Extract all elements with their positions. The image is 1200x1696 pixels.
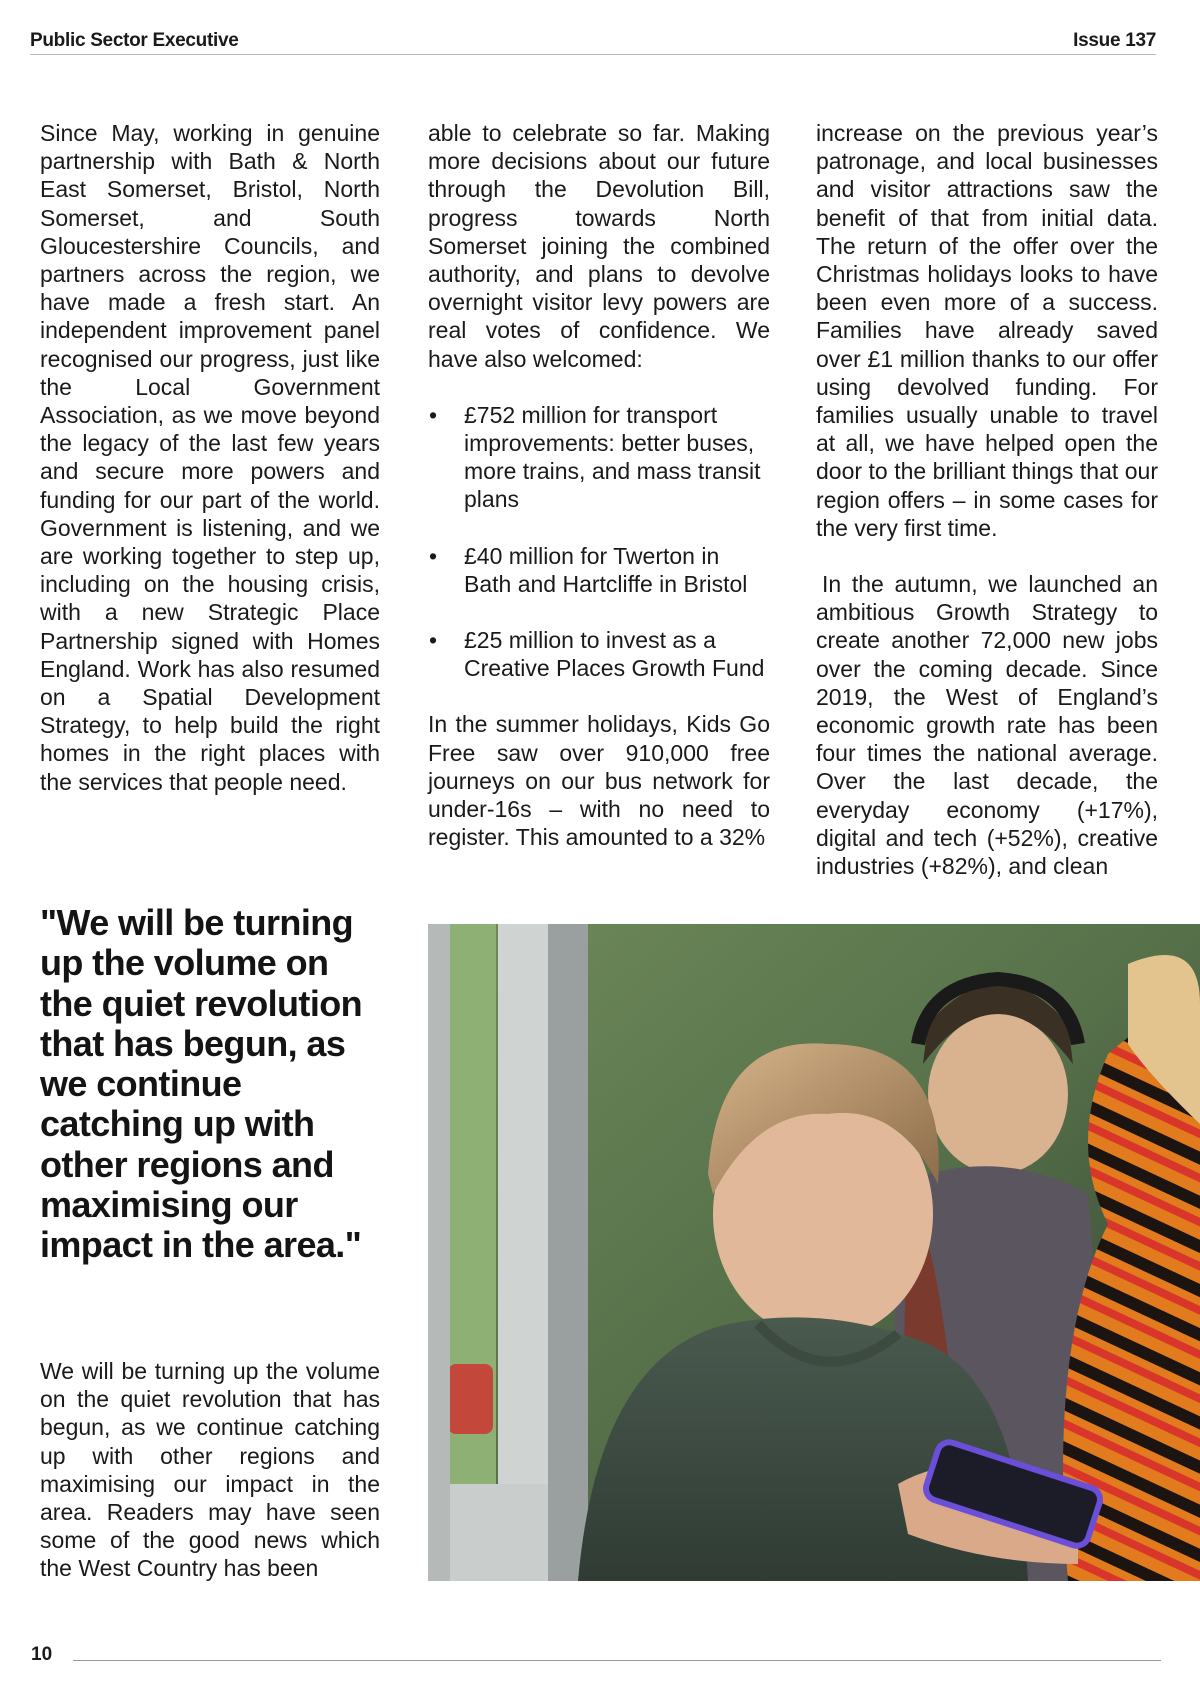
publication-title: Public Sector Executive xyxy=(30,30,239,51)
list-item-text: £40 million for Twerton in Bath and Hartcliffe in Bristol xyxy=(464,542,748,597)
list-item-text: £752 million for transport improvements: better buses, more trains, and mass transit plans xyxy=(464,401,761,513)
column-1-paragraph: Since May, working in genuine partnership with Bath & North East Somerset, Bristol, North Somerset, and South Gloucestershire Councils, and partners across the region, we have made a fresh start. An independent improvement panel recognised our progress, just like the Local Government Association, as we move beyond the legacy of the last few years and secure more powers and funding for our part of the world. Government is listening, and we are working together to step up, including on the housing crisis, with a new Strategic Place Partnership signed with Homes England. Work has also resumed on a Spatial Development Strategy, to help build the right homes in the right places with the services that people need. xyxy=(40,120,380,795)
column-2-intro: able to celebrate so far. Making more decisions about our future through the Devolution Bill, progress towards North Somerset joining the combined authority, and plans to devolve overnight visitor levy powers are real votes of confidence. We have also welcomed: xyxy=(428,120,770,372)
issue-number: Issue 137 xyxy=(1073,30,1156,51)
page-number: 10 xyxy=(31,1644,53,1665)
funding-list xyxy=(428,401,770,683)
article-column-3 xyxy=(816,119,1158,880)
list-item-text: £25 million to invest as a Creative Places Growth Fund xyxy=(464,627,765,682)
pull-quote: "We will be turning up the volume on the quiet revolution that has begun, as we continue catching up with other regions and maximising our impact in the area." xyxy=(40,902,363,1266)
article-column-1 xyxy=(40,119,380,796)
list-item xyxy=(428,542,770,598)
article-column-2 xyxy=(428,119,770,851)
bullet-icon: • xyxy=(429,542,438,569)
bullet-icon: • xyxy=(429,401,438,428)
article-column-1-lower xyxy=(40,1357,380,1583)
footer-divider xyxy=(73,1660,1161,1661)
column-1-lower-paragraph: We will be turning up the volume on the quiet revolution that has begun, as we continue catching up with other regions and maximising our impact in the area. Readers may have seen some of the good news which the West Country has been xyxy=(40,1358,380,1582)
list-item xyxy=(428,626,770,682)
column-3-paragraph-2: In the autumn, we launched an ambitious Growth Strategy to create another 72,000 new jobs over the coming decade. Since 2019, the West of England’s economic growth rate has been four times the national average. Over the last decade, the everyday economy (+17%), digital and tech (+52%), creative industries (+82%), and clean xyxy=(816,571,1158,880)
column-3-paragraph-1: increase on the previous year’s patronage, and local businesses and visitor attractions saw the benefit of that from initial data. The return of the offer over the Christmas holidays looks to have been even more of a success. Families have already saved over £1 million thanks to our offer using devolved funding. For families usually unable to travel at all, we have helped open the door to the brilliant things that our region offers – in some cases for the very first time. xyxy=(816,120,1158,541)
article-photo xyxy=(428,924,1200,1581)
column-2-closing: In the summer holidays, Kids Go Free saw over 910,000 free journeys on our bus network for under-16s – with no need to register. This amounted to a 32% xyxy=(428,711,770,851)
list-item xyxy=(428,401,770,514)
bullet-icon: • xyxy=(429,627,438,654)
page-header xyxy=(30,28,1156,55)
